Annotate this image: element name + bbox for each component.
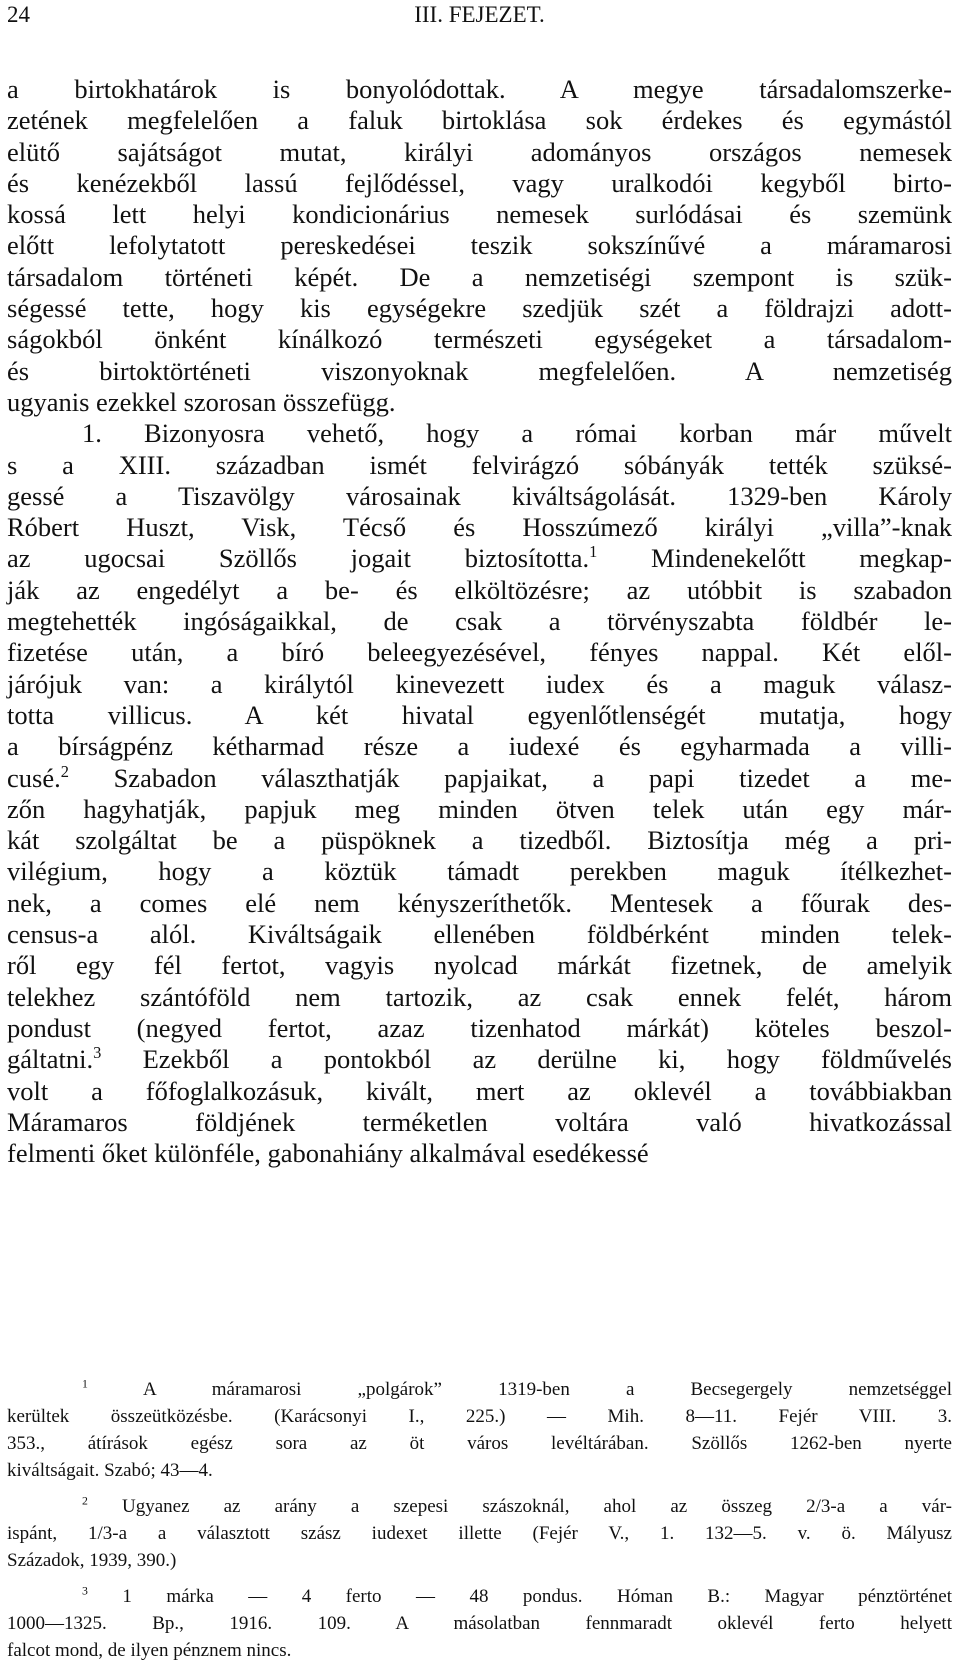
- text-line: és birtoktörténeti viszonyoknak megfelelően. A nemzetiség: [7, 355, 952, 386]
- text-line: pondust (negyed fertot, azaz tizenhatod márkát) köteles beszol-: [7, 1012, 952, 1043]
- footnote-line: Századok, 1939, 390.): [7, 1550, 177, 1571]
- text-line: a bírságpénz kétharmad része a iudexé és egyharmada a villi-: [7, 731, 952, 762]
- footnote-number: 3: [82, 1584, 88, 1598]
- text-line: elütő sajátságot mutat, királyi adományos országos nemesek: [7, 136, 952, 167]
- page-header: [7, 2, 952, 38]
- footnote-2: [7, 1493, 952, 1520]
- text-line: és kenézekből lassú fejlődéssel, vagy uralkodói kegyből birto-: [7, 167, 952, 198]
- text-line: totta villicus. A két hivatal egyenlőtlenségét mutatja, hogy: [7, 699, 952, 730]
- text-line: telekhez szántóföld nem tartozik, az csak ennek felét, három: [7, 981, 952, 1012]
- page-number: 24: [7, 2, 30, 27]
- text-line: Máramaros földjének terméketlen voltára való hivatkozással: [7, 1106, 952, 1137]
- footnote-text: Ugyanez az arány a szepesi szászoknál, ahol az összeg 2/3-a a vár-: [122, 1496, 953, 1517]
- text-line: ről egy fél fertot, vagyis nyolcad márkát fizetnek, de amelyik: [7, 950, 952, 981]
- text-segment: Szabadon választhatják papjaikat, a papi tizedet a me-: [113, 762, 952, 793]
- text-line: társadalom történeti képét. De a nemzetiségi szempont is szük-: [7, 261, 952, 292]
- footnote-line: falcot mond, de ilyen pénznem nincs.: [7, 1640, 292, 1661]
- footnote-text: A máramarosi „polgárok” 1319-ben a Becsegergely nemzetséggel: [142, 1379, 952, 1400]
- text-segment: Ezekből a pontokból az derülne ki, hogy földművelés: [142, 1044, 952, 1075]
- text-line: járójuk van: a királytól kinevezett iudex és a maguk válasz-: [7, 668, 952, 699]
- text-line: felmenti őket különféle, gabonahiány alkalmával esedékessé: [7, 1138, 649, 1169]
- footnote-line: kiváltságait. Szabó; 43—4.: [7, 1460, 213, 1481]
- text-line: fizetése után, a bíró beleegyezésével, fényes nappal. Két elől-: [7, 637, 952, 668]
- footnote-line: 1000—1325. Bp., 1916. 109. A másolatban fennmaradt oklevél ferto helyett: [7, 1613, 952, 1634]
- text-line: volt a főfoglalkozásuk, kivált, mert az oklevél a továbbiakban: [7, 1075, 952, 1106]
- text-segment: az ugocsai Szöllős jogait biztosította.: [7, 543, 590, 574]
- footnote-line: ispánt, 1/3-a a választott szász iudexet illette (Fejér V., 1. 132—5. v. ö. Mályusz: [7, 1523, 952, 1544]
- text-line: ják az engedélyt a be- és elköltözésre; az utóbbit is szabadon: [7, 574, 952, 605]
- text-line: nek, a comes elé nem kényszeríthetők. Mentesek a főurak des-: [7, 887, 952, 918]
- main-text: [7, 74, 952, 1169]
- footnotes: [7, 1376, 952, 1664]
- chapter-title: III. FEJEZET.: [414, 2, 545, 27]
- text-line: Róbert Huszt, Visk, Técső és Hosszúmező királyi „villa”-knak: [7, 512, 952, 543]
- footnote-3: [7, 1583, 952, 1610]
- text-line: kossá lett helyi kondicionárius nemesek surlódásai és szemünk: [7, 199, 952, 230]
- text-line: zetének megfelelően a faluk birtoklása sok érdekes és egymástól: [7, 105, 952, 136]
- text-line: [7, 1044, 952, 1075]
- footnote-number: 1: [82, 1377, 88, 1391]
- text-line: kát szolgáltat be a püspöknek a tizedből. Biztosítja még a pri-: [7, 825, 952, 856]
- text-line: vilégium, hogy a köztük támadt perekben maguk ítélkezhet-: [7, 856, 952, 887]
- footnote-ref-1: 1: [589, 542, 598, 562]
- text-segment: Mindenekelőtt megkap-: [651, 543, 953, 574]
- footnote-1: [7, 1376, 952, 1403]
- text-line: 1. Bizonyosra vehető, hogy a római korban már művelt: [82, 418, 952, 449]
- text-line: gessé a Tiszavölgy városainak kiváltságolását. 1329-ben Károly: [7, 480, 952, 511]
- footnote-number: 2: [82, 1494, 88, 1508]
- text-line: ségessé tette, hogy kis egységekre szedjük szét a földrajzi adott-: [7, 293, 952, 324]
- text-line: a birtokhatárok is bonyolódottak. A megye társadalomszerke-: [7, 74, 952, 104]
- footnote-line: 353., átírások egész sora az öt város levéltárában. Szöllős 1262-ben nyerte: [7, 1433, 952, 1454]
- text-line: ságokból önként kínálkozó természeti egységeket a társadalom-: [7, 324, 952, 355]
- footnote-line: kerültek összeütközésbe. (Karácsonyi I., 225.) — Mih. 8—11. Fejér VIII. 3.: [7, 1406, 952, 1427]
- footnote-ref-2: 2: [60, 761, 69, 781]
- text-line: s a XIII. században ismét felvirágzó sóbányák tették szüksé-: [7, 449, 952, 480]
- text-segment: cusé.: [7, 762, 61, 793]
- text-segment: gáltatni.: [7, 1044, 94, 1075]
- footnote-ref-3: 3: [93, 1043, 102, 1063]
- text-line: [7, 543, 952, 574]
- text-line: census-a alól. Kiváltságaik ellenében földbérként minden telek-: [7, 919, 952, 950]
- text-line: előtt lefolytatott pereskedései teszik sokszínűvé a máramarosi: [7, 230, 952, 261]
- text-line: [7, 763, 952, 794]
- text-line: zőn hagyhatják, papjuk meg minden ötven telek után egy már-: [7, 793, 952, 824]
- footnote-text: 1 márka — 4 ferto — 48 pondus. Hóman B.: Magyar pénztörténet: [122, 1586, 953, 1607]
- text-line: ugyanis ezekkel szorosan összefügg.: [7, 386, 396, 417]
- text-line: megtehették ingóságaikkal, de csak a törvényszabta földbér le-: [7, 606, 952, 637]
